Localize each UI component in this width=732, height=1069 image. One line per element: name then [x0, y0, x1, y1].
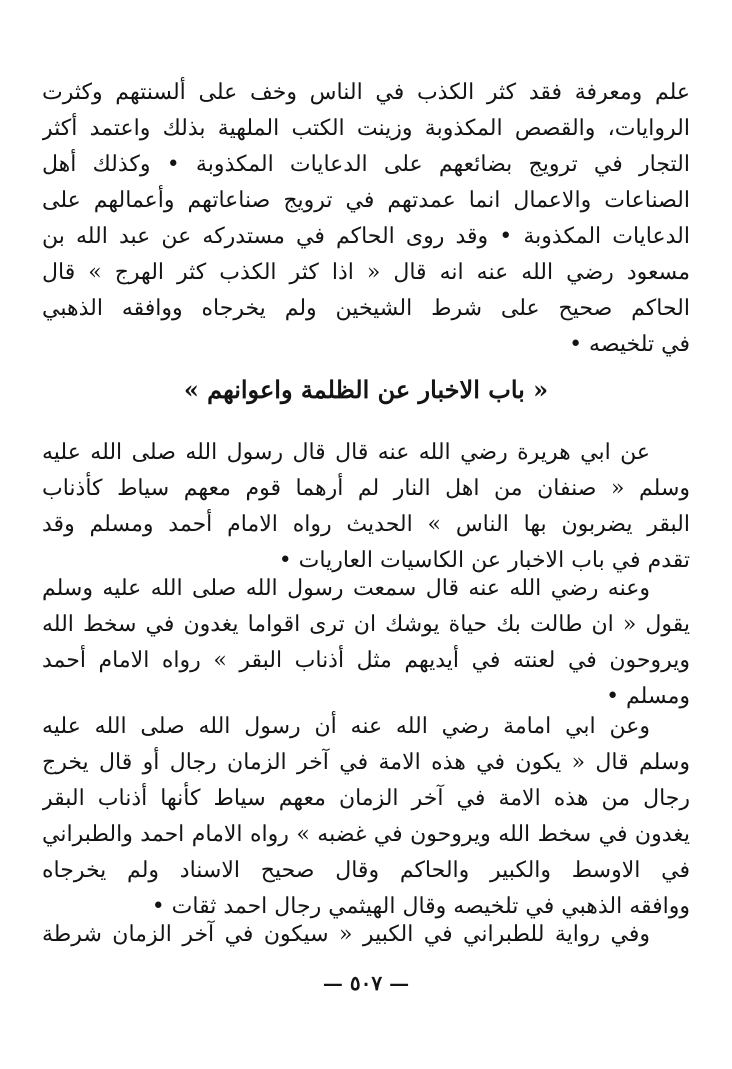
text-line: الصناعات والاعمال انما عمدتهم في ترويج صناعاتهم وأعمالهم على: [42, 188, 690, 213]
text-line: علم ومعرفة فقد كثر الكذب في الناس وخف على ألسنتهم وكثرت: [42, 80, 690, 105]
text-line: التجار في ترويج بضائعهم على الدعايات المكذوبة • وكذلك أهل: [42, 152, 690, 177]
paragraph-intro: [42, 75, 690, 363]
text-line: وسلم « صنفان من اهل النار لم أرهما قوم معهم سياط كأذناب: [42, 476, 690, 501]
text-line: ومسلم •: [606, 684, 690, 709]
text-line: في الاوسط والكبير والحاكم وقال صحيح الاسناد ولم يخرجاه: [42, 858, 690, 883]
text-line: في تلخيصه •: [569, 332, 690, 357]
page-number: — ٥٠٧ —: [322, 971, 410, 995]
text-line: رجال من هذه الامة في آخر الزمان معهم سياط كأنها أذناب البقر: [42, 786, 690, 811]
text-line: يغدون في سخط الله ويروحون في غضبه » رواه الامام احمد والطبراني: [42, 822, 690, 847]
text-line: وعنه رضي الله عنه قال سمعت رسول الله صلى الله عليه وسلم: [42, 576, 650, 601]
text-line: وسلم قال « يكون في هذه الامة في آخر الزمان رجال أو قال يخرج: [42, 750, 690, 775]
paragraph-hadith-3: [42, 709, 690, 925]
text-line: وعن ابي امامة رضي الله عنه أن رسول الله صلى الله عليه: [42, 714, 650, 739]
paragraph-hadith-2: [42, 571, 690, 715]
text-line: الحاكم صحيح على شرط الشيخين ولم يخرجاه ووافقه الذهبي: [42, 296, 690, 321]
paragraph-hadith-4: [42, 917, 690, 953]
paragraph-hadith-1: [42, 435, 690, 579]
text-line: عن ابي هريرة رضي الله عنه قال قال رسول الله صلى الله عليه: [42, 440, 650, 465]
text-line: مسعود رضي الله عنه انه قال « اذا كثر الكذب كثر الهرج » قال: [42, 260, 690, 285]
text-line: ووافقه الذهبي في تلخيصه وقال الهيثمي رجال احمد ثقات •: [151, 894, 690, 919]
text-line: الروايات، والقصص المكذوبة وزينت الكتب الملهية بذلك واعتمد أكثر: [42, 116, 690, 141]
text-line: البقر يضربون بها الناس » الحديث رواه الامام أحمد ومسلم وقد: [42, 512, 690, 537]
text-line: يقول « ان طالت بك حياة يوشك ان ترى اقواما يغدون في سخط الله: [42, 612, 690, 637]
text-line: تقدم في باب الاخبار عن الكاسيات العاريات •: [278, 548, 690, 573]
text-line: وفي رواية للطبراني في الكبير « سيكون في آخر الزمان شرطة: [42, 922, 650, 947]
section-heading: « باب الاخبار عن الظلمة واعوانهم »: [183, 375, 549, 404]
text-line: الدعايات المكذوبة • وقد روى الحاكم في مستدركه عن عبد الله بن: [42, 224, 690, 249]
text-line: ويروحون في لعنته في أيديهم مثل أذناب البقر » رواه الامام أحمد: [42, 648, 690, 673]
